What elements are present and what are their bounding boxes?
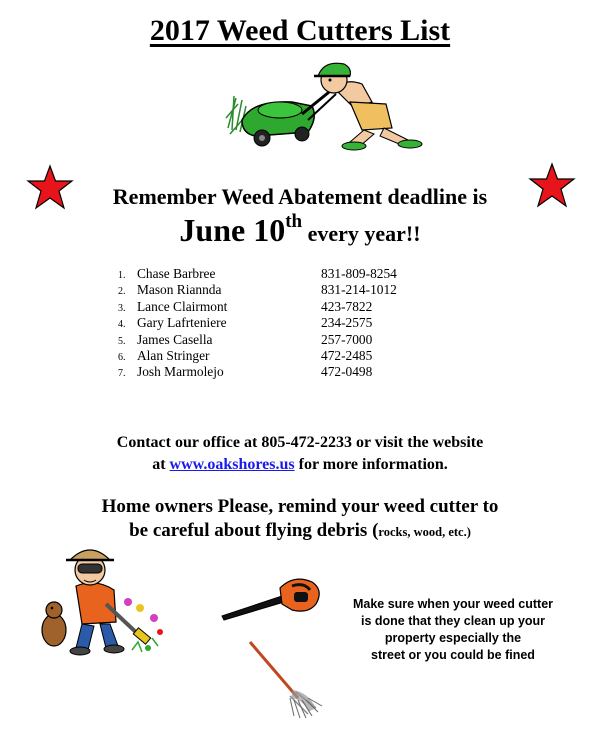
- deadline-date-suffix: th: [285, 211, 303, 232]
- list-item: [118, 332, 438, 348]
- homeowners-main: be careful about flying debris (: [129, 520, 379, 541]
- list-item-number: 5.: [118, 335, 126, 347]
- list-item-name: James Casella: [137, 331, 213, 347]
- deadline-date-rest: every year!!: [302, 221, 421, 246]
- cleanup-notice: [312, 596, 594, 664]
- list-item-name: Chase Barbree: [137, 266, 216, 281]
- page-title: 2017 Weed Cutters List: [149, 14, 451, 47]
- website-link[interactable]: www.oakshores.us: [169, 456, 295, 473]
- contact-suffix: for more information.: [294, 456, 448, 473]
- list-item: [118, 266, 438, 282]
- list-item-name: Mason Riannda: [137, 282, 222, 298]
- list-item-name: Gary Lafrteniere: [137, 315, 227, 331]
- contact-prefix: at: [152, 456, 170, 473]
- list-item: [118, 299, 438, 315]
- list-item-number: 7.: [118, 368, 126, 380]
- list-item-number: 1.: [118, 270, 126, 281]
- list-item-number: 3.: [118, 302, 126, 314]
- list-item-phone: 831-214-1012: [321, 282, 397, 298]
- reminder-text: Remember Weed Abatement deadline is: [112, 184, 488, 209]
- cleanup-line-1: Make sure when your weed cutter: [352, 597, 554, 611]
- list-item-phone: 234-2575: [321, 315, 373, 331]
- homeowners-small: rocks, wood, etc.): [378, 525, 471, 539]
- list-item-phone: 831-809-8254: [321, 266, 397, 281]
- list-item-name: Lance Clairmont: [137, 298, 228, 314]
- list-item-phone: 257-7000: [321, 331, 373, 347]
- leaf-blower-icon: [220, 574, 324, 622]
- homeowners-line-1: Home owners Please, remind your weed cutter to: [101, 496, 499, 517]
- cleanup-line-3: property especially the: [384, 631, 522, 645]
- lawn-mower-clipart: [222, 58, 426, 154]
- contact-line-2: [0, 456, 600, 474]
- cleanup-line-4: street or you could be fined: [371, 648, 535, 662]
- deadline-date-main: June 10: [179, 212, 286, 248]
- list-item-number: 6.: [118, 351, 126, 363]
- weed-cutters-list: [118, 266, 438, 381]
- list-item: [118, 315, 438, 331]
- list-item-name: Alan Stringer: [137, 347, 210, 363]
- list-item: [118, 282, 438, 298]
- list-item-name: Josh Marmolejo: [137, 364, 224, 380]
- list-item-number: 4.: [118, 319, 126, 331]
- list-item-phone: 472-0498: [321, 364, 373, 380]
- list-item: [118, 364, 438, 380]
- deadline-date: [0, 212, 600, 249]
- weed-trimmer-clipart: [36, 538, 172, 658]
- list-item-number: 2.: [118, 286, 126, 298]
- contact-line-1: Contact our office at 805-472-2233 or visit the website: [116, 434, 484, 451]
- list-item: [118, 348, 438, 364]
- list-item-phone: 472-2485: [321, 347, 373, 363]
- list-item-phone: 423-7822: [321, 298, 373, 314]
- cleanup-line-2: is done that they clean up your: [360, 614, 546, 628]
